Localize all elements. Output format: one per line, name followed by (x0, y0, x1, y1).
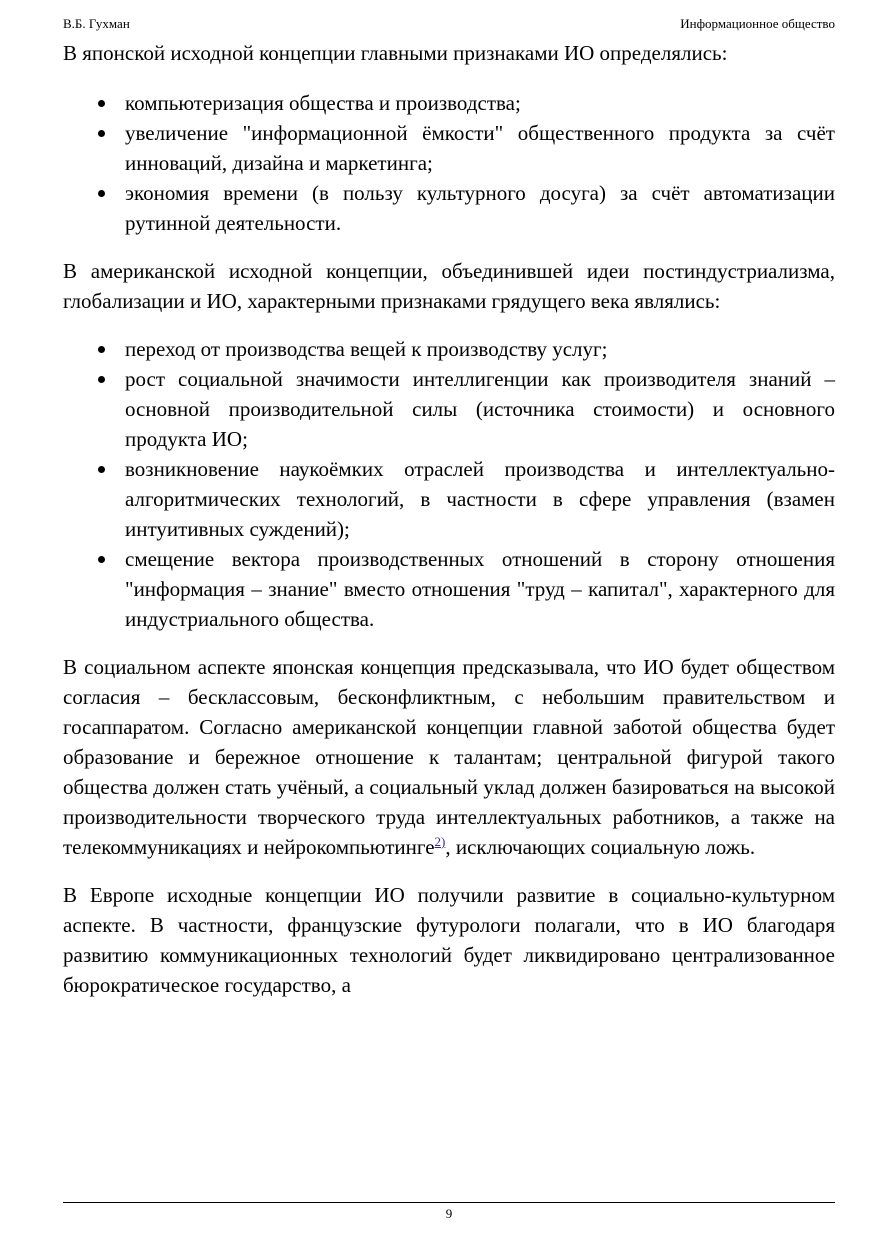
list-item (63, 364, 835, 454)
bullet-icon (98, 190, 105, 197)
paragraph-text: В социальном аспекте японская концепция предсказывала, что ИО будет обществом согласия – бесклассовым, бесконфликтным, с небольшим правительством и госаппаратом. Согласно американской концепции главной заботой общества будет образование и бережное отношение к талантам; центральной фигурой такого общества должен стать учёный, а социальный уклад должен базироваться на высокой производительности творческого труда интеллектуальных работников, а также на телекоммуникациях и нейрокомпьютинге (63, 655, 835, 859)
bullet-icon (98, 100, 105, 107)
header-author: В.Б. Гухман (63, 16, 130, 31)
document-page (63, 0, 835, 1241)
list-item-text: возникновение наукоёмких отраслей производства и интеллектуально-алгоритмических технологий, в частности в сфере управления (взамен интуитивных суждений); (125, 457, 835, 541)
body-text (63, 38, 835, 1000)
list-japan-features (63, 88, 835, 238)
list-item (63, 544, 835, 634)
list-item-text: переход от производства вещей к производству услуг; (125, 337, 608, 361)
paragraph-europe: В Европе исходные концепции ИО получили развитие в социально-культурном аспекте. В частности, французские футурологи полагали, что в ИО благодаря развитию коммуникационных технологий будет ликвидировано централизованное бюрократическое государство, а (63, 883, 835, 997)
list-item-text: смещение вектора производственных отношений в сторону отношения "информация – знание" вместо отношения "труд – капитал", характерного для индустриального общества. (125, 547, 835, 631)
bullet-icon (98, 376, 105, 383)
list-item-text: увеличение "информационной ёмкости" общественного продукта за счёт инноваций, дизайна и маркетинга; (125, 121, 835, 175)
paragraph-japan-intro: В японской исходной концепции главными признаками ИО определялись: (63, 41, 728, 65)
list-item (63, 454, 835, 544)
list-item (63, 178, 835, 238)
bullet-icon (98, 130, 105, 137)
page-number: 9 (445, 1206, 453, 1221)
list-america-features (63, 334, 835, 634)
bullet-icon (98, 556, 105, 563)
list-item-text: компьютеризация общества и производства; (125, 91, 521, 115)
list-item (63, 88, 835, 118)
paragraph-text: , исключающих социальную ложь. (445, 835, 756, 859)
paragraph-america-intro: В американской исходной концепции, объединившей идеи постиндустриализма, глобализации и ИО, характерными признаками грядущего века являлись: (63, 259, 835, 313)
list-item-text: экономия времени (в пользу культурного досуга) за счёт автоматизации рутинной деятельности. (125, 181, 835, 235)
footer-divider (63, 1202, 835, 1203)
list-item-text: рост социальной значимости интеллигенции как производителя знаний – основной производительной силы (источника стоимости) и основного продукта ИО; (125, 367, 835, 451)
list-item (63, 334, 835, 364)
header-title: Информационное общество (680, 16, 835, 31)
running-header (63, 16, 835, 34)
footnote-link[interactable]: 2) (434, 834, 446, 849)
bullet-icon (98, 466, 105, 473)
list-item (63, 118, 835, 178)
paragraph-social-aspect (63, 652, 835, 862)
bullet-icon (98, 346, 105, 353)
